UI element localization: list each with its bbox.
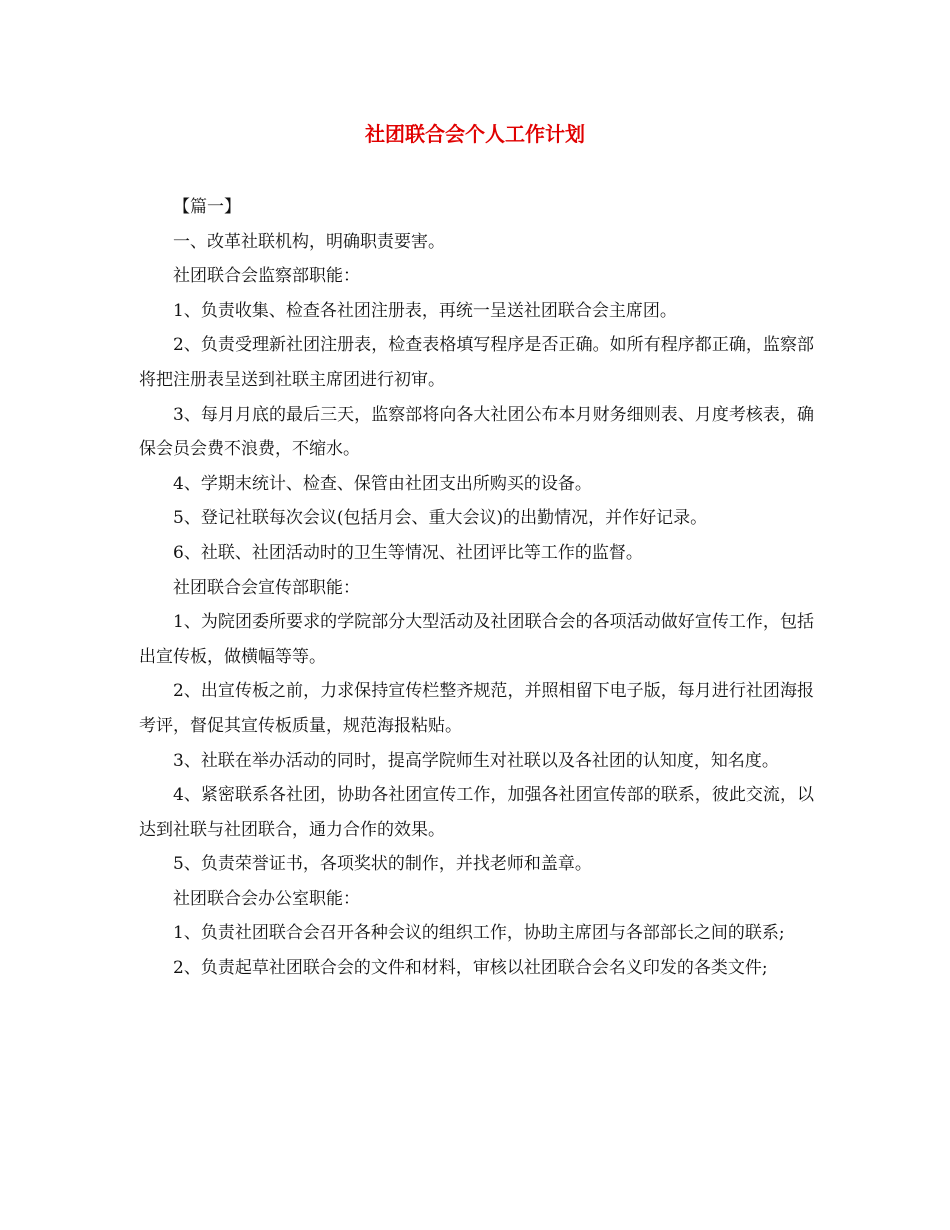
paragraph: 1、为院团委所要求的学院部分大型活动及社团联合会的各项活动做好宣传工作，包括出宣传板，做横幅等等。 (139, 612, 814, 667)
paragraph: 1、负责社团联合会召开各种会议的组织工作，协助主席团与各部部长之间的联系; (173, 923, 785, 944)
paragraph: 2、负责起草社团联合会的文件和材料，审核以社团联合会名义印发的各类文件; (173, 958, 768, 979)
paragraph: 2、出宣传板之前，力求保持宣传栏整齐规范，并照相留下电子版，每月进行社团海报考评，督促其宣传板质量，规范海报粘贴。 (139, 681, 814, 736)
paragraph: 4、紧密联系各社团，协助各社团宣传工作，加强各社团宣传部的联系，彼此交流，以达到社联与社团联合，通力合作的效果。 (139, 785, 814, 840)
paragraph: 【篇一】 (173, 197, 241, 217)
paragraph: 6、社联、社团活动时的卫生等情况、社团评比等工作的监督。 (173, 542, 643, 563)
paragraph: 5、负责荣誉证书，各项奖状的制作，并找老师和盖章。 (173, 854, 592, 875)
paragraph: 1、负责收集、检查各社团注册表，再统一呈送社团联合会主席团。 (173, 300, 677, 321)
paragraph: 3、每月月底的最后三天，监察部将向各大社团公布本月财务细则表、月度考核表，确保会员会费不浪费，不缩水。 (139, 404, 814, 460)
paragraph: 社团联合会宣传部职能： (173, 577, 360, 598)
paragraph: 一、改革社联机构，明确职责要害。 (173, 231, 445, 252)
paragraph: 4、学期末统计、检查、保管由社团支出所购买的设备。 (173, 473, 592, 494)
document-title: 社团联合会个人工作计划 (365, 122, 585, 146)
paragraph: 3、社联在举办活动的同时，提高学院师生对社联以及各社团的认知度，知名度。 (173, 750, 779, 771)
paragraph: 社团联合会监察部职能： (173, 266, 360, 287)
paragraph: 社团联合会办公室职能： (173, 888, 360, 909)
paragraph: 5、登记社联每次会议(包括月会、重大会议)的出勤情况，并作好记录。 (173, 508, 708, 529)
document-body (139, 190, 814, 986)
paragraph: 2、负责受理新社团注册表，检查表格填写程序是否正确。如所有程序都正确，监察部将把注册表呈送到社联主席团进行初审。 (139, 335, 814, 390)
